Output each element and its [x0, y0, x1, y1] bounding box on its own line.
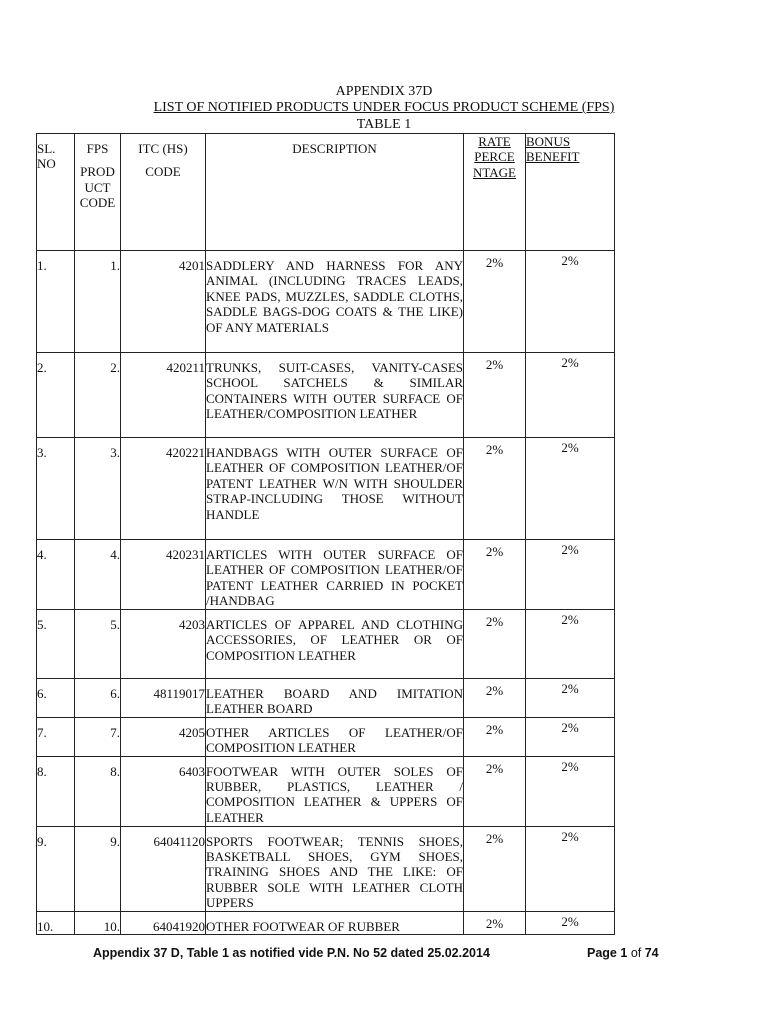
table-row — [37, 251, 615, 353]
rate-cell: 2% — [464, 911, 526, 934]
table-row — [37, 756, 615, 826]
table-row — [37, 826, 615, 911]
appendix-title: APPENDIX 37D — [335, 84, 433, 99]
description-cell: OTHER ARTICLES OF LEATHER/OF COMPOSITION LEATHER — [206, 717, 464, 756]
column-header-description: DESCRIPTION — [206, 134, 464, 251]
table-row — [37, 438, 615, 540]
rate-cell: 2% — [464, 540, 526, 610]
description-cell: SPORTS FOOTWEAR; TENNIS SHOES, BASKETBALL SHOES, GYM SHOES, TRAINING SHOES AND THE LIKE: OF RUBBER SOLE WITH LEATHER CLOTH UPPERS — [206, 826, 464, 911]
bonus-benefit-cell: 2% — [526, 438, 615, 540]
bonus-benefit-cell: 2% — [526, 353, 615, 438]
fps-code-cell: 1. — [75, 251, 121, 353]
bonus-benefit-cell: 2% — [526, 610, 615, 679]
fps-code-cell: 9. — [75, 826, 121, 911]
itc-code-cell: 4201 — [121, 251, 206, 353]
sl-no-cell: 10. — [37, 911, 75, 934]
products-table — [36, 133, 615, 935]
sl-no-cell: 8. — [37, 756, 75, 826]
table-title: TABLE 1 — [356, 117, 412, 132]
bonus-benefit-cell: 2% — [526, 251, 615, 353]
description-cell: FOOTWEAR WITH OUTER SOLES OF RUBBER, PLASTICS, LEATHER / COMPOSITION LEATHER & UPPERS OF LEATHER — [206, 756, 464, 826]
description-cell: ARTICLES WITH OUTER SURFACE OF LEATHER OF COMPOSITION LEATHER/OF PATENT LEATHER CARRIED IN POCKET /HANDBAG — [206, 540, 464, 610]
rate-cell: 2% — [464, 756, 526, 826]
rate-cell: 2% — [464, 251, 526, 353]
sl-no-cell: 3. — [37, 438, 75, 540]
table-header-row — [37, 134, 615, 251]
sl-no-cell: 2. — [37, 353, 75, 438]
description-cell: LEATHER BOARD AND IMITATION LEATHER BOARD — [206, 679, 464, 718]
sl-no-cell: 7. — [37, 717, 75, 756]
sl-no-cell: 1. — [37, 251, 75, 353]
table-row — [37, 540, 615, 610]
itc-code-cell: 420231 — [121, 540, 206, 610]
itc-code-cell: 64041120 — [121, 826, 206, 911]
fps-code-cell: 7. — [75, 717, 121, 756]
table-row — [37, 911, 615, 934]
rate-cell: 2% — [464, 353, 526, 438]
itc-code-cell: 48119017 — [121, 679, 206, 718]
itc-code-cell: 6403 — [121, 756, 206, 826]
description-cell: SADDLERY AND HARNESS FOR ANY ANIMAL (INCLUDING TRACES LEADS, KNEE PADS, MUZZLES, SADDLE CLOTHS, SADDLE BAGS-DOG COATS & THE LIKE) OF ANY MATERIALS — [206, 251, 464, 353]
rate-cell: 2% — [464, 679, 526, 718]
description-cell: TRUNKS, SUIT-CASES, VANITY-CASES SCHOOL SATCHELS & SIMILAR CONTAINERS WITH OUTER SURFACE OF LEATHER/COMPOSITION LEATHER — [206, 353, 464, 438]
rate-cell: 2% — [464, 438, 526, 540]
fps-code-cell: 3. — [75, 438, 121, 540]
fps-code-cell: 4. — [75, 540, 121, 610]
footer-notification-note: Appendix 37 D, Table 1 as notified vide P.N. No 52 dated 25.02.2014 — [93, 946, 490, 960]
table-row — [37, 610, 615, 679]
column-header-rate-percentage: RATE PERCE NTAGE — [464, 134, 526, 251]
fps-code-cell: 8. — [75, 756, 121, 826]
column-header-fps-product-code: FPS PROD UCT CODE — [75, 134, 121, 251]
table-row — [37, 353, 615, 438]
rate-cell: 2% — [464, 610, 526, 679]
sl-no-cell: 4. — [37, 540, 75, 610]
description-cell: ARTICLES OF APPAREL AND CLOTHING ACCESSORIES, OF LEATHER OR OF COMPOSITION LEATHER — [206, 610, 464, 679]
bonus-benefit-cell: 2% — [526, 756, 615, 826]
fps-code-cell: 2. — [75, 353, 121, 438]
itc-code-cell: 64041920 — [121, 911, 206, 934]
bonus-benefit-cell: 2% — [526, 911, 615, 934]
bonus-benefit-cell: 2% — [526, 679, 615, 718]
fps-code-cell: 5. — [75, 610, 121, 679]
rate-cell: 2% — [464, 717, 526, 756]
description-cell: OTHER FOOTWEAR OF RUBBER — [206, 911, 464, 934]
sl-no-cell: 5. — [37, 610, 75, 679]
rate-cell: 2% — [464, 826, 526, 911]
page-indicator: Page 1 of 74 — [587, 946, 659, 960]
bonus-benefit-cell: 2% — [526, 826, 615, 911]
table-row — [37, 717, 615, 756]
column-header-bonus-benefit: BONUS BENEFIT — [526, 134, 615, 251]
itc-code-cell: 4205 — [121, 717, 206, 756]
fps-code-cell: 6. — [75, 679, 121, 718]
table-row — [37, 679, 615, 718]
bonus-benefit-cell: 2% — [526, 540, 615, 610]
description-cell: HANDBAGS WITH OUTER SURFACE OF LEATHER OF COMPOSITION LEATHER/OF PATENT LEATHER W/N WITH SHOULDER STRAP-INCLUDING THOSE WITHOUT HANDLE — [206, 438, 464, 540]
itc-code-cell: 4203 — [121, 610, 206, 679]
sl-no-cell: 6. — [37, 679, 75, 718]
list-title: LIST OF NOTIFIED PRODUCTS UNDER FOCUS PRODUCT SCHEME (FPS) — [153, 100, 615, 115]
column-header-itc-hs-code: ITC (HS) CODE — [121, 134, 206, 251]
sl-no-cell: 9. — [37, 826, 75, 911]
fps-code-cell: 10. — [75, 911, 121, 934]
itc-code-cell: 420211 — [121, 353, 206, 438]
bonus-benefit-cell: 2% — [526, 717, 615, 756]
itc-code-cell: 420221 — [121, 438, 206, 540]
column-header-sl-no: SL. NO — [37, 134, 75, 251]
